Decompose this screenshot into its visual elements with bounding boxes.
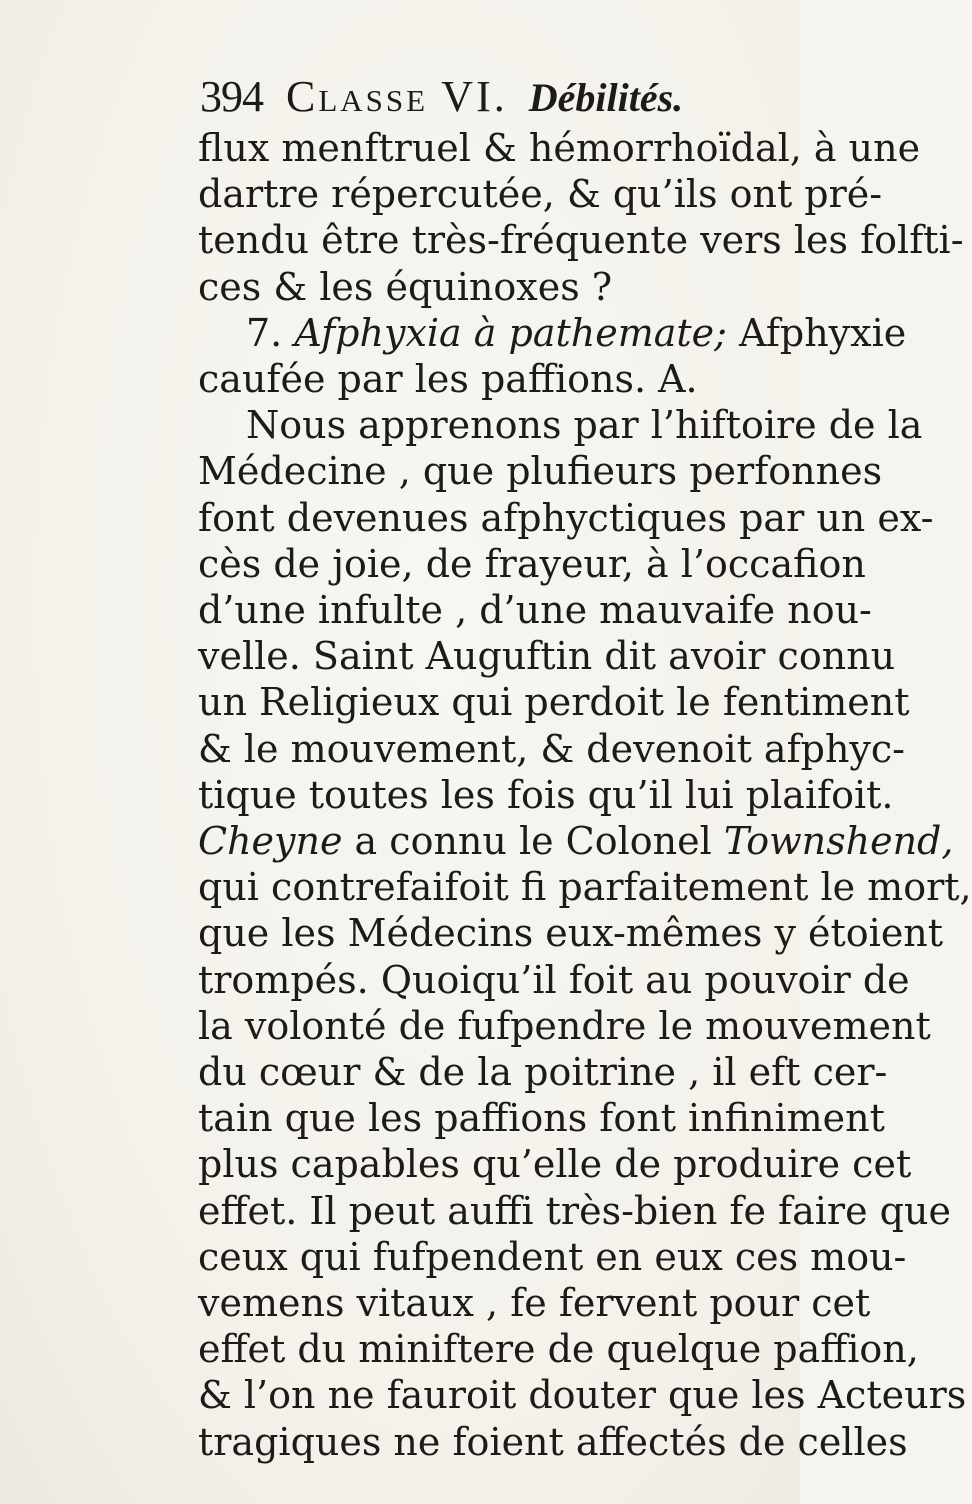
line-text: du cœur & de la poitrine , il eft cer- [198, 1050, 888, 1094]
line-text: caufée par les paffions. A. [198, 357, 698, 401]
line-text: la volonté de fufpendre le mouvement [198, 1003, 931, 1048]
line-text: tragiques ne foient affectés de celles [198, 1419, 908, 1464]
line-text: effet du miniftere de quelque paffion, [198, 1327, 919, 1372]
line-text: qui contrefaifoit fi parfaitement le mort, [198, 865, 972, 910]
line-text: ceux qui fufpendent en eux ces mou- [198, 1234, 907, 1279]
chapter-subject: Débilités. [528, 75, 684, 120]
line-text: & le mouvement, & devenoit afphyc- [198, 726, 906, 771]
chapter-label: Classe VI. [286, 72, 508, 121]
line-text: Afphyxie [726, 310, 907, 355]
line-text: cès de joie, de frayeur, à l’occafion [198, 541, 866, 586]
line-text: flux menftruel & hémorrhoïdal, à une [198, 126, 921, 170]
line-text: que les Médecins eux-mêmes y étoient [198, 911, 944, 956]
line-text: Nous apprenons par l’hiftoire de la [246, 403, 923, 448]
italic-text: Townshend, [723, 819, 954, 863]
line-text: font devenues afphyctiques par un ex- [198, 495, 934, 540]
text-line [198, 1414, 908, 1470]
line-text: un Religieux qui perdoit le fentiment [198, 680, 910, 725]
line-text: velle. Saint Auguftin dit avoir connu [198, 634, 896, 679]
italic-text: Afphyxia à pathemate; [294, 310, 727, 355]
running-header [200, 68, 683, 126]
line-text: vemens vitaux , fe fervent pour cet [198, 1281, 871, 1325]
italic-text: Cheyne [198, 819, 343, 863]
line-text: Médecine , que plufieurs perfonnes [198, 449, 883, 494]
line-text: & l’on ne fauroit douter que les Acteurs [198, 1373, 967, 1418]
line-text: d’une infulte , d’une mauvaife nou- [198, 588, 872, 632]
line-text: a connu le Colonel [342, 819, 724, 863]
line-text: tain que les paffions font infiniment [198, 1096, 885, 1141]
line-text: tique toutes les fois qu’il lui plaifoit. [198, 772, 894, 817]
page-number: 394 [200, 72, 263, 121]
line-text: 7. [246, 310, 295, 355]
line-text: ces & les équinoxes ? [198, 264, 613, 309]
line-text: plus capables qu’elle de produire cet [198, 1142, 912, 1187]
line-text: dartre répercutée, & qu’ils ont pré- [198, 172, 883, 217]
line-text: trompés. Quoiqu’il foit au pouvoir de [198, 957, 910, 1002]
line-text: tendu être très-fréquente vers les folfti- [198, 218, 964, 263]
line-text: effet. Il peut auffi très-bien fe faire que [198, 1188, 951, 1233]
